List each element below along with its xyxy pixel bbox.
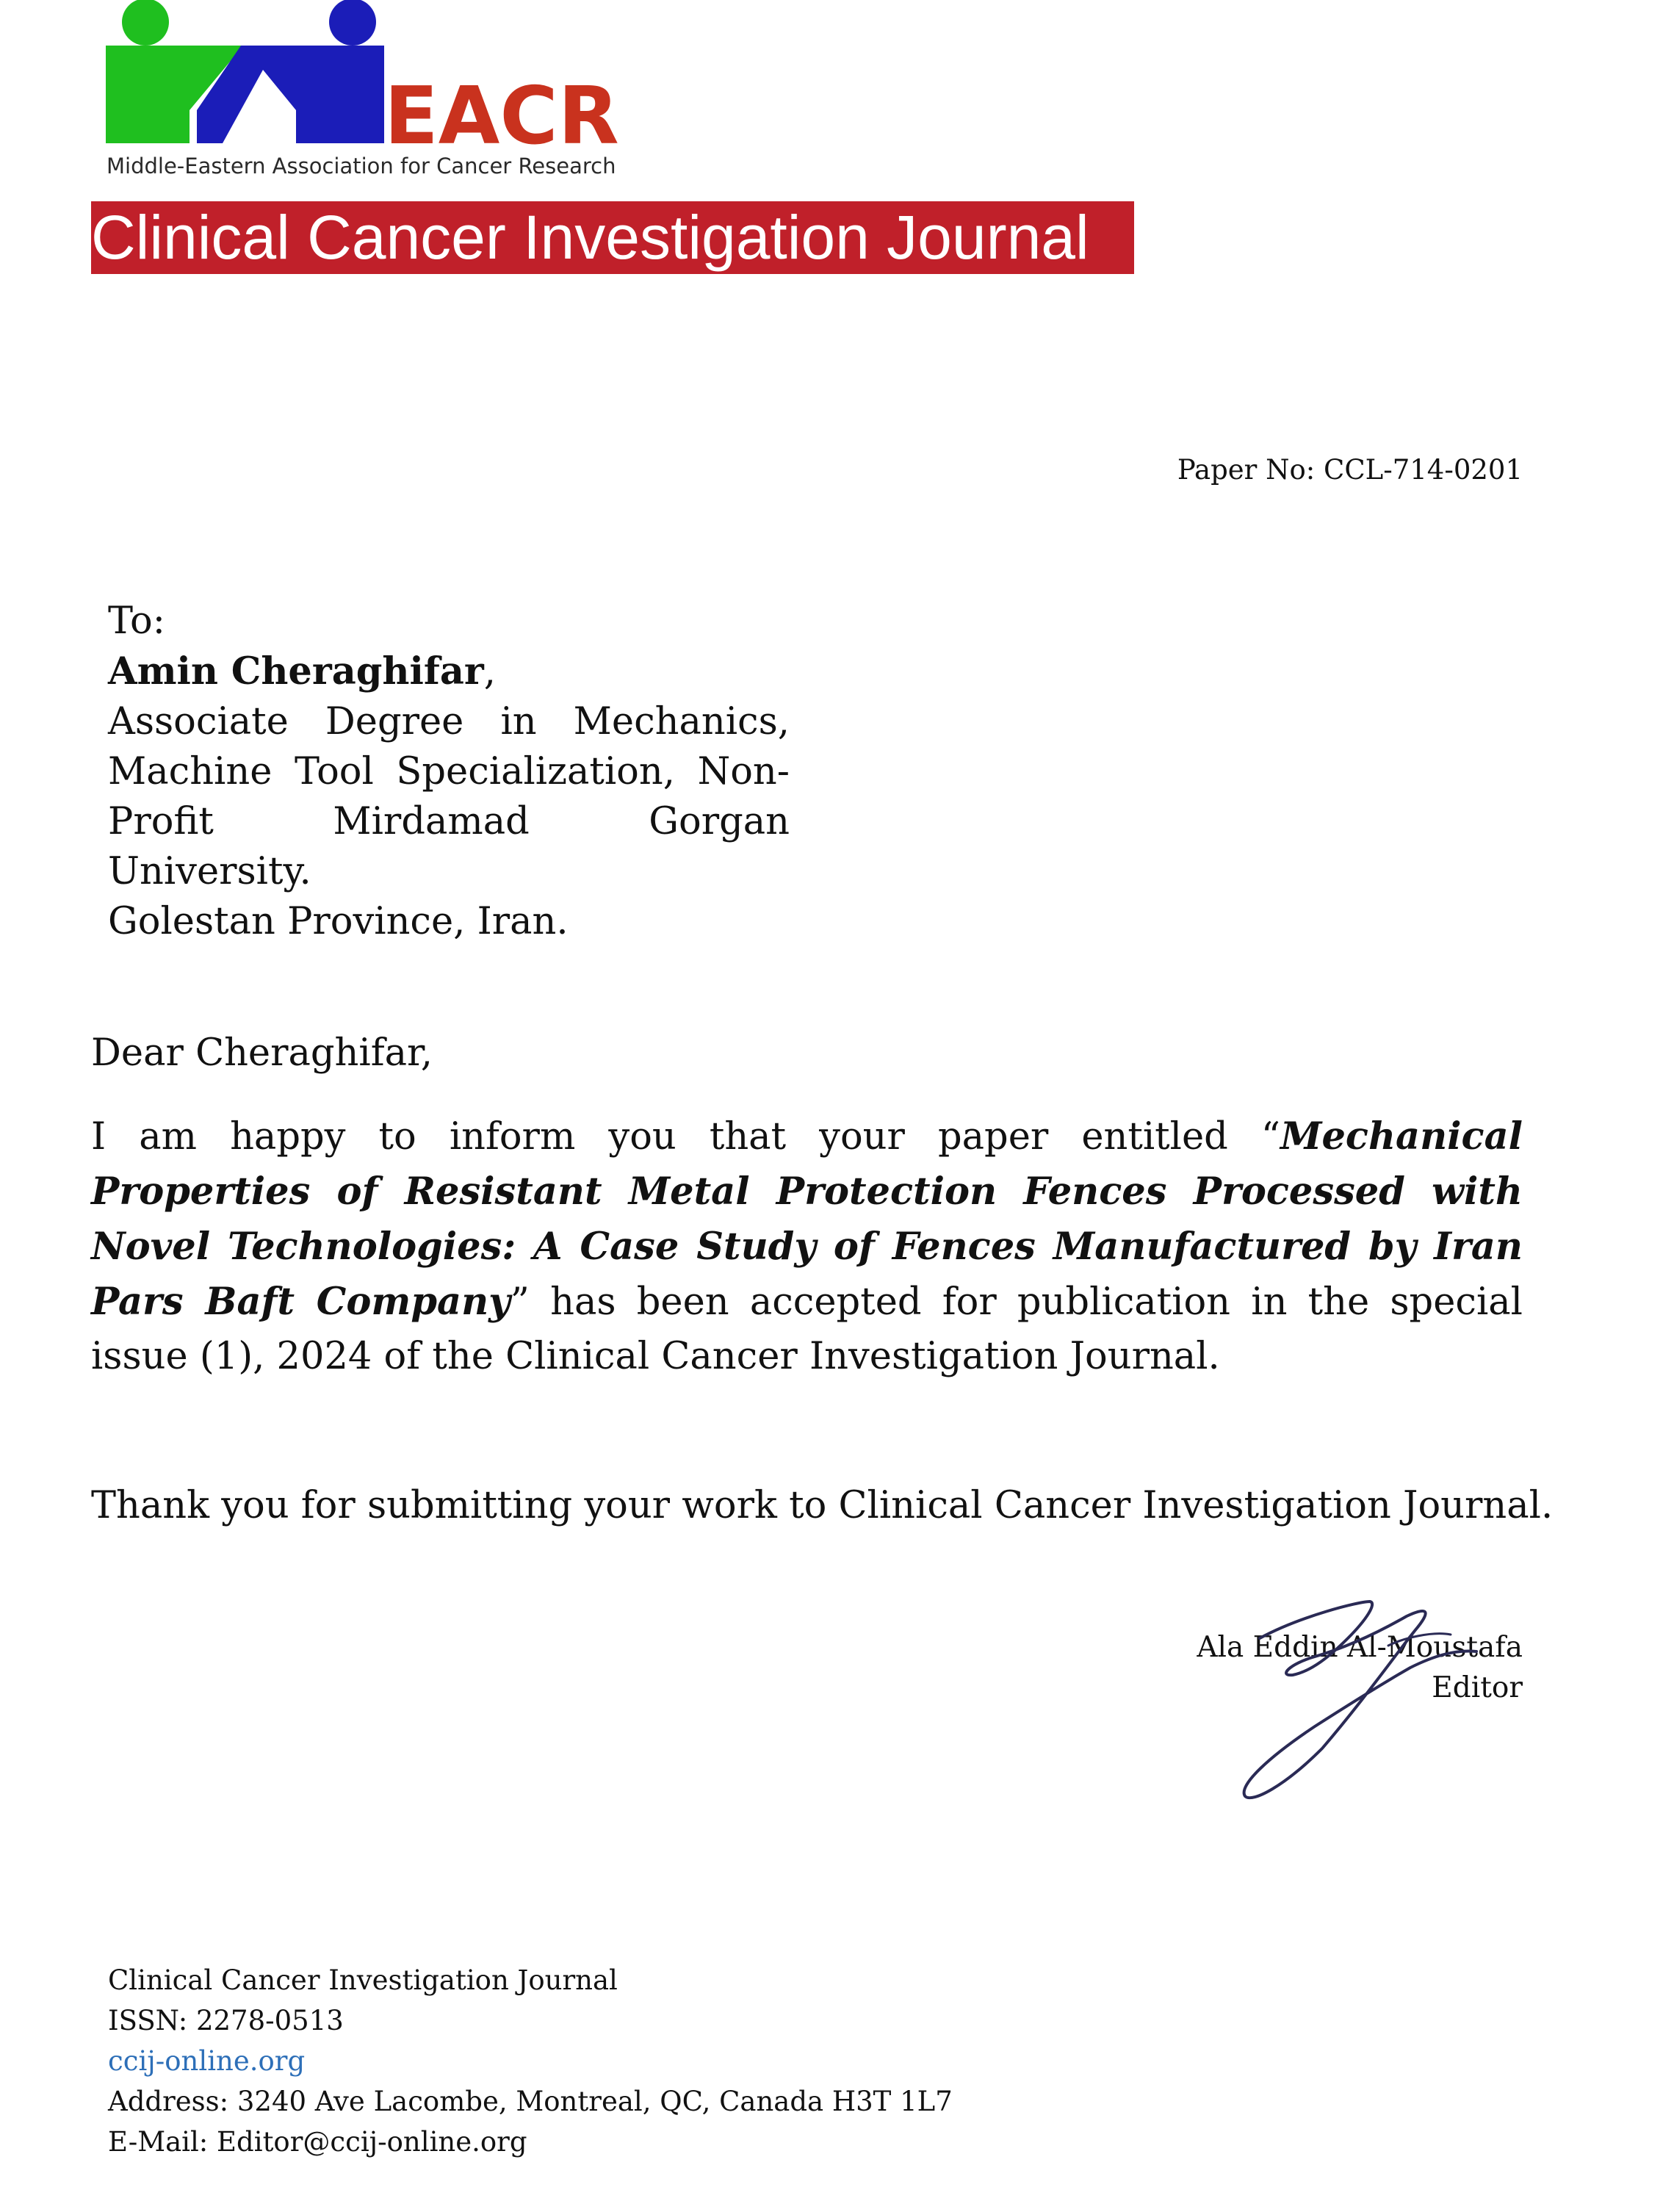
paper-title: Mechanical Properties of Resistant Metal Protection Fences Processed with Novel Technologies: A Case Study of Fences Manufactured by Iran Pars Baft Company bbox=[91, 1114, 1523, 1324]
logo-blue-head-icon bbox=[329, 0, 376, 46]
recipient-name-line bbox=[108, 646, 790, 697]
footer-issn: ISSN: 2278-0513 bbox=[108, 2005, 344, 2036]
body-outro: ” has been accepted for publication in the special issue (1), 2024 of the Clinical Cancer Investigation Journal. bbox=[91, 1280, 1523, 1378]
footer-journal-name: Clinical Cancer Investigation Journal bbox=[108, 1964, 618, 1996]
footer bbox=[108, 1960, 953, 2162]
logo-organization-name: Middle-Eastern Association for Cancer Research bbox=[107, 154, 616, 179]
journal-banner-title: Clinical Cancer Investigation Journal bbox=[91, 203, 1089, 272]
recipient-address-line: Machine Tool Specialization, Non- bbox=[108, 750, 790, 793]
recipient-block bbox=[108, 597, 790, 947]
footer-website-link[interactable]: ccij-online.org bbox=[108, 2045, 306, 2077]
logo-eacr-text: EACR bbox=[384, 71, 619, 162]
editor-name: Ala Eddin Al-Moustafa bbox=[1197, 1631, 1523, 1664]
recipient-address-line: Profit Mirdamad Gorgan University. bbox=[108, 800, 790, 893]
logo-green-head-icon bbox=[122, 0, 169, 46]
salutation: Dear Cheraghifar, bbox=[91, 1031, 433, 1075]
handwritten-signature-icon bbox=[1190, 1587, 1543, 1822]
paper-number: Paper No: CCL-714-0201 bbox=[1177, 454, 1523, 486]
recipient-name: Amin Cheraghifar bbox=[108, 649, 484, 693]
thank-you-line: Thank you for submitting your work to Clinical Cancer Investigation Journal. bbox=[91, 1484, 1554, 1527]
recipient-address-line: Associate Degree in Mechanics, bbox=[108, 700, 790, 743]
body-intro: I am happy to inform you that your paper entitled “ bbox=[91, 1115, 1280, 1159]
recipient-name-suffix: , bbox=[483, 650, 496, 693]
acceptance-paragraph bbox=[91, 1109, 1523, 1384]
editor-title: Editor bbox=[1432, 1671, 1523, 1704]
recipient-address-line: Golestan Province, Iran. bbox=[108, 900, 569, 943]
to-label: To: bbox=[108, 599, 165, 643]
footer-address: Address: 3240 Ave Lacombe, Montreal, QC, Canada H3T 1L7 bbox=[108, 2086, 953, 2117]
footer-email: E-Mail: Editor@ccij-online.org bbox=[108, 2126, 527, 2158]
